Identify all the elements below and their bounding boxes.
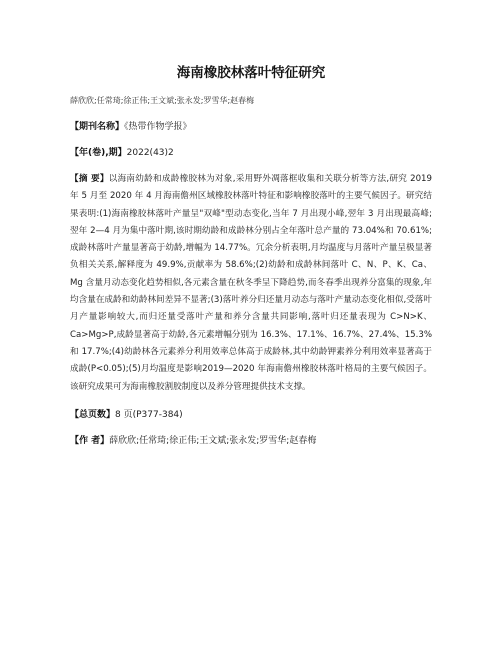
authors-line: 薛欣欣;任常琦;徐正伟;王文斌;张永发;罗雪华;赵春梅: [70, 96, 255, 105]
pages-field: [70, 409, 432, 422]
pages-label: 【总页数】: [70, 409, 116, 420]
abstract-text: 以海南幼龄和成龄橡胶林为对象,采用野外凋落框收集和关联分析等方法,研究 2019 年 5 月至 2020 年 4 月海南儋州区域橡胶林落叶特征和影响橡胶落叶的主要气候因子。研究结果表明:(1)海南橡胶林落叶产量呈"双峰"型动态变化,当年 7 月出现小峰,翌年 3 月出现最高峰;翌年 2—4 月为集中落叶期,该时期幼龄和成龄林分别占全年落叶总产量的 73.04%和 70.61%;成龄林落叶产量显著高于幼龄,增幅为 14.77%。冗余分析表明,月均温度与月落叶产量呈极显著负相关关系,解释度为 49.9%,贡献率为 58.6%;(2)幼龄和成龄林间落叶 C、N、P、K、Ca、Mg 含量月动态变化趋势相似,各元素含量在秋冬季呈下降趋势,而冬春季出现养分富集的现象,年均含量在成龄和幼龄林间差异不显著;(3)落叶养分归还量月动态与落叶产量动态变化相似,受落叶月产量影响较大,而归还量受落叶产量和养分含量共同影响,落叶归还量表现为 C>N>K、Ca>Mg>P,成龄显著高于幼龄,各元素增幅分别为 16.3%、17.1%、16.7%、27.4%、15.3%和 17.7%;(4)幼龄林各元素养分利用效率总体高于成龄林,其中幼龄钾素养分利用效率显著高于成龄(P<0.05);(5)月均温度是影响2019—2020 年海南儋州橡胶林落叶格局的主要气候因子。该研究成果可为海南橡胶割胶制度以及养分管理提供技术支撑。: [70, 174, 432, 392]
pages-value: 8 页(P377-384): [115, 409, 183, 420]
year-issue-value: 2022(43)2: [126, 148, 174, 158]
author-label: 【作 者】: [70, 435, 110, 446]
journal-value: 《热带作物学报》: [124, 122, 192, 132]
document-title: 海南橡胶林落叶特征研究: [176, 65, 326, 81]
year-issue-label: 【年(卷),期】: [70, 148, 127, 158]
year-issue-field: [70, 147, 432, 160]
journal-field: [70, 121, 432, 134]
author-value: 薛欣欣;任常琦;徐正伟;王文斌;张永发;罗雪华;赵春梅: [109, 435, 317, 446]
abstract-label: 【摘 要】: [70, 174, 109, 184]
author-field: [70, 435, 432, 448]
abstract-field: [70, 171, 432, 396]
journal-label: 【期刊名称】: [70, 122, 125, 132]
